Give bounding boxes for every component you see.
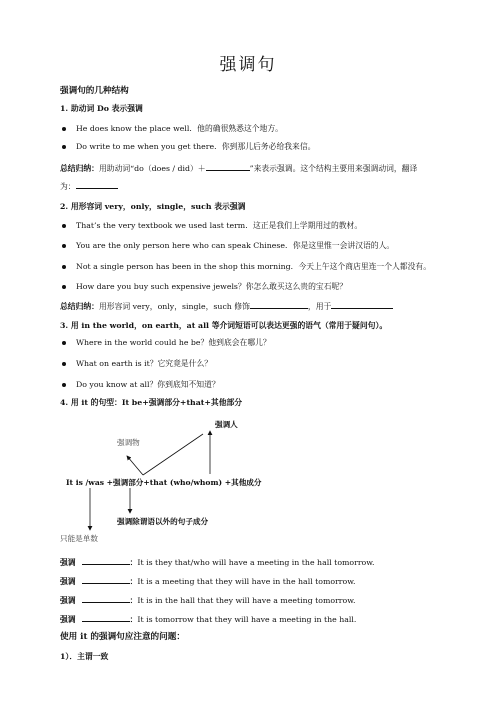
s1-heading: 1. 助动词 Do 表示强调	[60, 104, 143, 113]
s2-bullet-2: You are the only person here who can speak Chinese．你是这里惟一会讲汉语的人。	[76, 241, 395, 250]
s1-bullet-1: He does know the place well．他的确很熟悉这个地方。	[76, 124, 283, 133]
s2-summary-text-a: 用形容词 very，only，single，such 修饰	[98, 302, 250, 311]
s2-heading: 2. 用形容词 very，only，single，such 表示强调	[60, 202, 246, 211]
label-emphasize-thing: 强调物	[117, 438, 140, 447]
example-sep: ：	[129, 577, 138, 586]
s1-bullet-2: Do write to me when you get there．你到那儿后务必给我来信。	[76, 142, 316, 151]
s2-summary-text-b: ，用于	[307, 302, 332, 311]
page-title: 强调句	[219, 55, 277, 75]
example-row	[60, 556, 374, 568]
example-label: 强调	[60, 577, 76, 586]
s3-bullet-1: Where in the world could he be？他到底会在哪儿？	[76, 338, 271, 347]
example-sep: ：	[129, 596, 138, 605]
arrow-to-thing	[127, 456, 143, 475]
s1-summary-text-a: 用助动词“do（does / did）＋	[98, 164, 206, 173]
fill-blank[interactable]	[82, 594, 130, 603]
s3-bullet-3: Do you know at all？你到底知不知道？	[76, 380, 220, 389]
s3-bullet-2: What on earth is it？它究竟是什么？	[76, 359, 213, 368]
fill-blank[interactable]	[82, 556, 130, 565]
example-label: 强调	[60, 615, 76, 624]
arrow-segment	[143, 434, 203, 475]
label-emphasize-person: 强调人	[215, 420, 238, 429]
label-other-components: 强调除谓语以外的句子成分	[117, 517, 209, 526]
s2-bullet-1: That’s the very textbook we used last term．这正是我们上学期用过的教材。	[76, 221, 363, 230]
example-sep: ：	[129, 558, 138, 567]
s1-summary-text-b: ”来表示强调。这个结构主要用来强调动词，翻译	[249, 164, 418, 173]
fill-blank[interactable]	[82, 575, 130, 584]
example-text: It is a meeting that they will have in the hall tomorrow.	[137, 577, 356, 586]
s4-heading: 4. 用 it 的句型：It be+强调部分+that+其他部分	[60, 398, 243, 407]
s1-summary-text-c: 为：	[60, 182, 76, 191]
s3-heading: 3. 用 in the world，on earth，at all 等介词短语可以表达更强的语气（常用于疑问句）。	[60, 321, 388, 330]
formula: It is /was +强调部分+that (who/whom) +其他成分	[66, 478, 262, 487]
section-heading: 强调句的几种结构	[60, 86, 129, 96]
example-row	[60, 575, 355, 587]
s2-bullet-3: Not a single person has been in the shop this morning．今天上午这个商店里连一个人都没有。	[76, 262, 431, 271]
label-singular-only: 只能是单数	[60, 534, 98, 543]
example-text: It is they that/who will have a meeting in the hall tomorrow.	[137, 558, 375, 567]
example-text: It is in the hall that they will have a meeting tomorrow.	[137, 596, 356, 605]
example-row	[60, 594, 355, 606]
example-row	[60, 613, 356, 625]
fill-blank[interactable]	[82, 613, 130, 622]
example-label: 强调	[60, 558, 76, 567]
s2-bullet-4: How dare you buy such expensive jewels？你怎么敢买这么贵的宝石呢？	[76, 282, 348, 291]
s1-summary-label: 总结归纳：	[60, 164, 99, 173]
s2-summary-label: 总结归纳：	[60, 302, 99, 311]
notes-heading: 使用 it 的强调句应注意的问题：	[60, 632, 185, 642]
example-text: It is tomorrow that they will have a meeting in the hall.	[137, 615, 357, 624]
example-sep: ：	[129, 615, 138, 624]
notes-item-1: 1）．主谓一致	[60, 652, 109, 661]
example-label: 强调	[60, 596, 76, 605]
